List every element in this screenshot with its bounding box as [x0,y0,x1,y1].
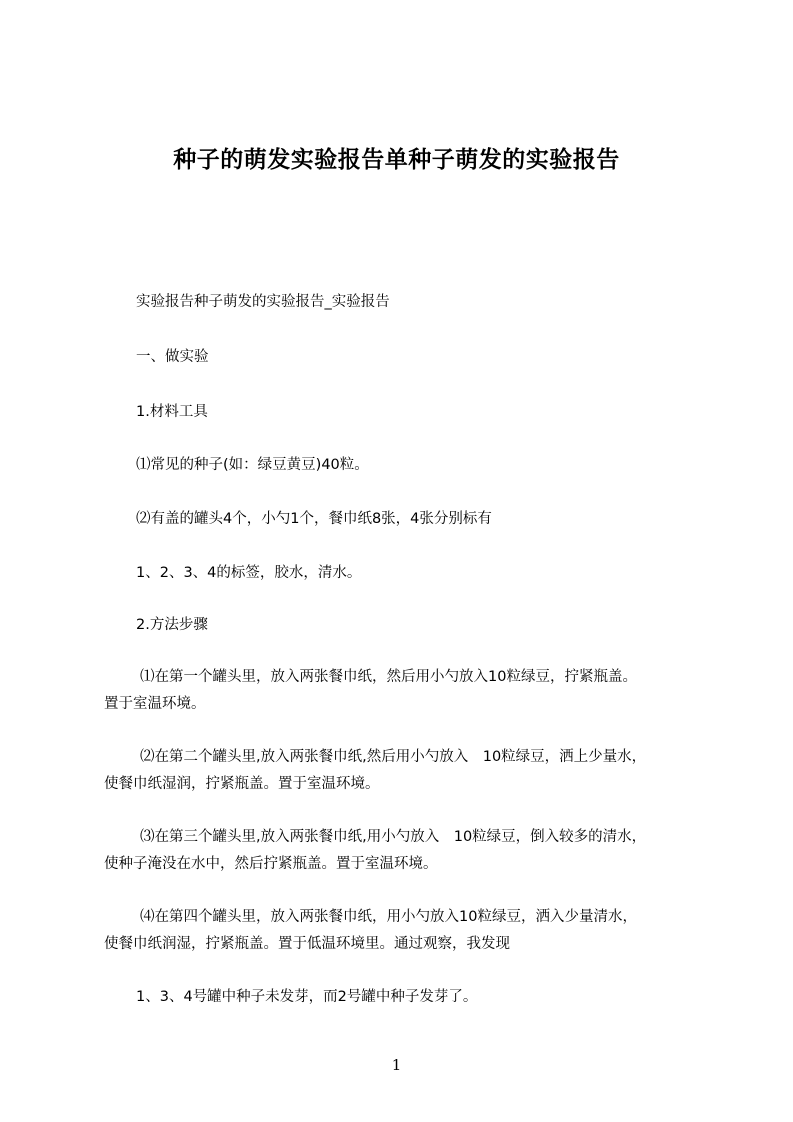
paragraph-line: ⑵有盖的罐头4个，小勺1个，餐巾纸8张，4张分别标有 [136,511,492,527]
paragraph-line: 1、3、4号罐中种子未发芽，而2号罐中种子发芽了。 [136,989,478,1005]
paragraph-line: 置于室温环境。 [104,696,206,712]
paragraph-line: ⑷在第四个罐头里，放入两张餐巾纸，用小勺放入10粒绿豆，洒入少量清水， [140,909,637,925]
document-title: 种子的萌发实验报告单种子萌发的实验报告 [173,147,620,173]
paragraph-line: ⑵在第二个罐头里,放入两张餐巾纸,然后用小勺放入 10粒绿豆，洒上少量水， [140,749,647,765]
paragraph-line: ⑴常见的种子(如：绿豆黄豆)40粒。 [136,457,369,473]
section-heading: 一、做实验 [136,349,209,365]
subsection-heading: 2.方法步骤 [136,617,208,633]
paragraph-line: 1、2、3、4的标签，胶水，清水。 [136,565,362,581]
paragraph-line: 使餐巾纸润湿，拧紧瓶盖。置于低温环境里。通过观察，我发现 [104,936,510,952]
subtitle-line: 实验报告种子萌发的实验报告_实验报告 [136,294,390,310]
page-number: 1 [391,1056,402,1074]
paragraph-line: 使餐巾纸湿润，拧紧瓶盖。置于室温环境。 [104,776,380,792]
subsection-heading: 1.材料工具 [136,404,208,420]
paragraph-line: ⑴在第一个罐头里，放入两张餐巾纸，然后用小勺放入10粒绿豆，拧紧瓶盖。 [140,669,637,685]
paragraph-line: 使种子淹没在水中，然后拧紧瓶盖。置于室温环境。 [104,856,438,872]
paragraph-line: ⑶在第三个罐头里,放入两张餐巾纸,用小勺放入 10粒绿豆，倒入较多的清水， [140,829,647,845]
